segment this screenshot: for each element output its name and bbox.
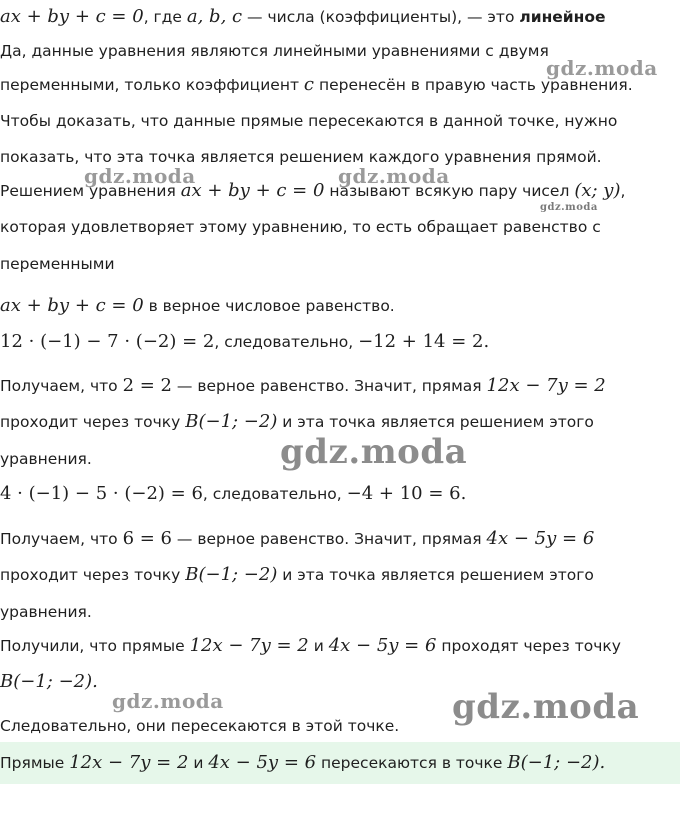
math-expression: −12 + 14 = 2. [358, 331, 490, 352]
math-expression: B(−1; −2) [185, 564, 278, 585]
math-expression: 4x − 5y = 6 [208, 752, 317, 773]
math-expression: 12x − 7y = 2 [189, 635, 309, 656]
text-line [0, 40, 549, 62]
text-line [0, 411, 594, 433]
math-expression: B(−1; −2). [0, 671, 98, 692]
text-fragment: в верное числовое равенство. [143, 297, 395, 315]
text-fragment: Получили, что прямые [0, 637, 190, 655]
text-fragment: проходит через точку [0, 566, 186, 584]
watermark: gdz.moda [338, 164, 450, 188]
text-line [0, 601, 92, 623]
watermark: gdz.moda [546, 56, 658, 80]
watermark: gdz.moda [112, 689, 224, 713]
text-line [0, 671, 98, 693]
watermark: gdz.moda [452, 687, 640, 727]
text-line [0, 375, 606, 397]
text-fragment: Решением уравнения [0, 182, 181, 200]
text-line [0, 74, 633, 96]
text-fragment: пересекаются в точке [316, 754, 508, 772]
text-fragment: — верное равенство. Значит, прямая [172, 377, 487, 395]
text-fragment: переменными [0, 255, 115, 273]
math-expression: 4x − 5y = 6 [328, 635, 437, 656]
text-fragment: , [620, 182, 626, 200]
text-fragment: Получаем, что [0, 377, 123, 395]
text-fragment: — верное равенство. Значит, прямая [172, 530, 487, 548]
math-expression: (x; y) [574, 180, 621, 201]
math-expression: c [303, 74, 315, 95]
math-expression: ax + by + c = 0 [0, 295, 144, 316]
text-line [0, 528, 594, 550]
bold-term: линейное [519, 8, 606, 26]
text-fragment: и эта точка является решением этого [277, 413, 594, 431]
text-fragment: Следовательно, они пересекаются в этой точке. [0, 717, 400, 735]
math-expression: −4 + 10 = 6. [346, 483, 467, 504]
math-expression: ax + by + c = 0 [180, 180, 325, 201]
math-expression: B(−1; −2). [507, 752, 606, 773]
text-line [0, 635, 621, 657]
text-fragment: уравнения. [0, 450, 92, 468]
text-fragment: и [188, 754, 209, 772]
text-line [0, 110, 617, 132]
text-fragment: показать, что эта точка является решением каждого уравнения прямой. [0, 148, 602, 166]
text-fragment: и [308, 637, 329, 655]
text-fragment: — числа (коэффициенты), — это [242, 8, 520, 26]
text-line [0, 564, 594, 586]
text-line [0, 6, 606, 28]
text-fragment: , где [143, 8, 187, 26]
text-fragment: проходит через точку [0, 413, 186, 431]
text-fragment: Прямые [0, 754, 70, 772]
math-expression: 2 = 2 [122, 375, 172, 396]
text-fragment: переменными, только коэффициент [0, 76, 304, 94]
text-fragment: Да, данные уравнения являются линейными уравнениями с двумя [0, 42, 549, 60]
text-fragment: Получаем, что [0, 530, 123, 548]
text-fragment: и эта точка является решением этого [277, 566, 594, 584]
text-line [0, 483, 466, 505]
text-line [0, 752, 605, 774]
math-expression: 12 · (−1) − 7 · (−2) = 2 [0, 331, 215, 352]
text-fragment: которая удовлетворяет этому уравнению, то есть обращает равенство с [0, 218, 601, 236]
math-expression: 12x − 7y = 2 [69, 752, 189, 773]
math-expression: 4x − 5y = 6 [486, 528, 595, 549]
text-line [0, 331, 489, 353]
math-expression: 12x − 7y = 2 [486, 375, 606, 396]
text-fragment: проходят через точку [436, 637, 621, 655]
text-line [0, 715, 399, 737]
text-line [0, 448, 92, 470]
text-line [0, 216, 601, 238]
math-expression: a, b, c [186, 6, 243, 27]
text-line [0, 253, 115, 275]
math-expression: 6 = 6 [122, 528, 172, 549]
watermark: gdz.moda [280, 432, 468, 472]
text-fragment: , следовательно, [214, 333, 359, 351]
math-expression: B(−1; −2) [185, 411, 278, 432]
watermark: gdz.moda [84, 164, 196, 188]
text-fragment: , следовательно, [202, 485, 347, 503]
text-line [0, 295, 395, 317]
math-expression: ax + by + c = 0 [0, 6, 144, 27]
text-fragment: уравнения. [0, 603, 92, 621]
math-expression: 4 · (−1) − 5 · (−2) = 6 [0, 483, 203, 504]
text-fragment: Чтобы доказать, что данные прямые пересекаются в данной точке, нужно [0, 112, 618, 130]
text-fragment: называют всякую пару чисел [324, 182, 575, 200]
text-fragment: перенесён в правую часть уравнения. [314, 76, 633, 94]
watermark: gdz.moda [540, 202, 598, 213]
